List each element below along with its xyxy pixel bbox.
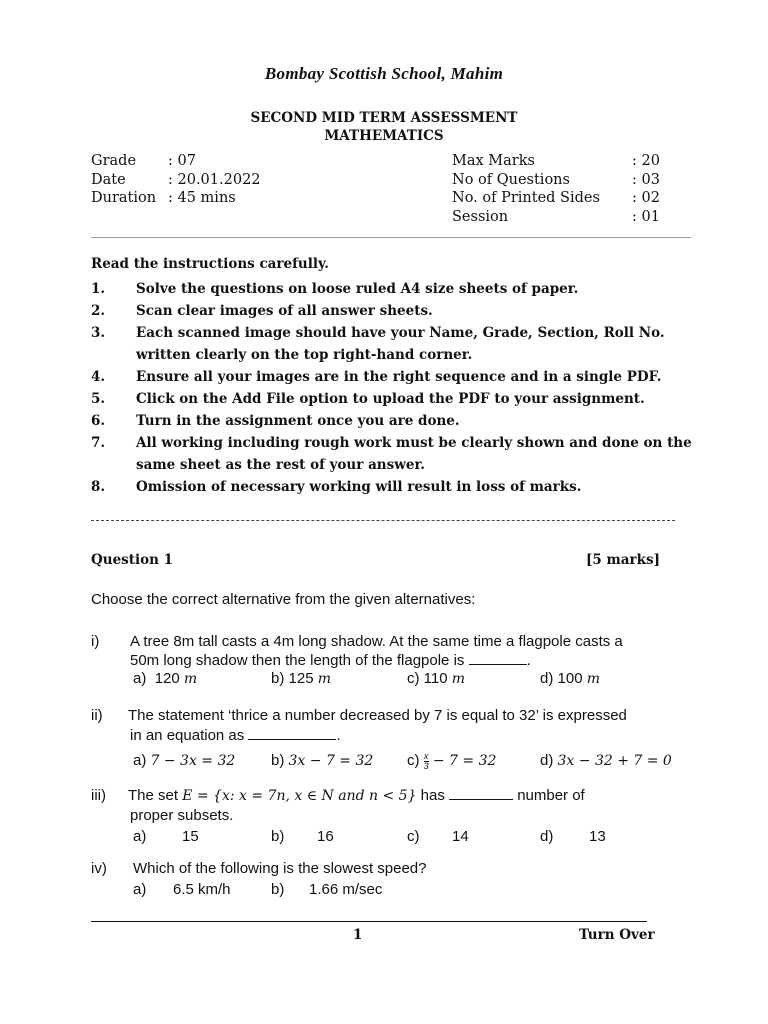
- option-b: b): [271, 881, 285, 898]
- options-row: [0, 669, 768, 689]
- instruction-item: 3. Each scanned image should have your Name, Grade, Section, Roll No. written clearly on the top right-hand corner.: [91, 325, 665, 363]
- instruction-item: 5. Click on the Add File option to upload the PDF to your assignment.: [91, 391, 645, 407]
- option-a-value: 15: [182, 828, 199, 845]
- subquestion-text: A tree 8m tall casts a 4m long shadow. At the same time a flagpole casts a: [130, 633, 623, 650]
- section-divider: [91, 520, 675, 521]
- session-value: : 01: [632, 208, 660, 225]
- option-c: c) 110 m: [407, 670, 466, 687]
- option-a: a): [133, 828, 147, 845]
- option-b-value: 1.66 m/sec: [309, 881, 383, 898]
- option-a: a) 120 m: [133, 670, 198, 687]
- option-b: b): [271, 828, 285, 845]
- option-c-value: 14: [452, 828, 469, 845]
- duration-label: Duration: [91, 190, 157, 206]
- instruction-item: 6. Turn in the assignment once you are done.: [91, 413, 460, 429]
- turn-over-label: Turn Over: [579, 927, 655, 943]
- instructions-list: [91, 278, 716, 498]
- option-b: b) 125 m: [271, 670, 331, 687]
- option-d: d) 3x − 32 + 7 = 0: [540, 752, 672, 769]
- sides-value: : 02: [632, 190, 660, 206]
- instruction-item: 2. Scan clear images of all answer sheets.: [91, 303, 433, 319]
- subquestion-text: Which of the following is the slowest speed?: [133, 860, 427, 877]
- option-b: b) 3x − 7 = 32: [271, 752, 374, 769]
- instruction-item: 4. Ensure all your images are in the right sequence and in a single PDF.: [91, 369, 662, 385]
- options-row: [0, 880, 768, 900]
- subquestion-number: ii): [91, 707, 103, 724]
- question-title: Question 1: [91, 552, 174, 568]
- question-marks: [5 marks]: [586, 552, 660, 568]
- answer-blank: [469, 663, 527, 665]
- exam-title: SECOND MID TERM ASSESSMENT: [250, 110, 518, 126]
- date-label: Date: [91, 171, 126, 188]
- grade-value: : 07: [168, 153, 196, 169]
- instructions-heading: Read the instructions carefully.: [91, 256, 329, 272]
- instruction-item: 8. Omission of necessary working will result in loss of marks.: [91, 479, 582, 495]
- meta-left: [91, 152, 261, 208]
- subquestion-text: proper subsets.: [130, 807, 234, 824]
- meta-right: [452, 152, 660, 226]
- page-number: 1: [353, 927, 363, 943]
- option-a: a) 7 − 3x = 32: [133, 752, 236, 769]
- options-row: [0, 751, 768, 773]
- subquestion-text: The set E = {x: x = 7n, x ∈ N and n < 5} has number of: [128, 787, 585, 804]
- max-marks-label: Max Marks: [452, 153, 535, 169]
- subquestion-number: iv): [91, 860, 107, 877]
- instruction-item: 7. All working including rough work must be clearly shown and done on the same sheet as the rest of your answer.: [91, 435, 692, 473]
- option-d: d): [540, 828, 554, 845]
- duration-value: : 45 mins: [168, 190, 236, 206]
- instruction-item: 1. Solve the questions on loose ruled A4 size sheets of paper.: [91, 281, 579, 297]
- subject-title: MATHEMATICS: [324, 128, 444, 144]
- option-b-value: 16: [317, 828, 334, 845]
- questions-value: : 03: [632, 171, 660, 188]
- options-row: [0, 827, 768, 847]
- option-c: c) $\frac{x}{3}$ − 7 = 32: [407, 750, 497, 771]
- sides-label: No. of Printed Sides: [452, 190, 600, 206]
- header-divider: [91, 237, 691, 238]
- subquestion-number: iii): [91, 787, 106, 804]
- option-d: d) 100 m: [540, 670, 600, 687]
- school-name: Bombay Scottish School, Mahim: [264, 64, 504, 83]
- answer-blank: [248, 738, 336, 740]
- answer-blank: [449, 798, 513, 800]
- max-marks-value: : 20: [632, 153, 660, 169]
- questions-label: No of Questions: [452, 171, 570, 188]
- option-c: c): [407, 828, 420, 845]
- subquestion-text: The statement ‘thrice a number decreased by 7 is equal to 32’ is expressed: [128, 707, 627, 724]
- session-label: Session: [452, 208, 509, 225]
- option-a-value: 6.5 km/h: [173, 881, 231, 898]
- fraction: $\frac{x}{3}$: [423, 750, 429, 771]
- subquestion-number: i): [91, 633, 100, 650]
- question-prompt: Choose the correct alternative from the given alternatives:: [91, 591, 476, 608]
- option-d-value: 13: [589, 828, 606, 845]
- footer-divider: [91, 921, 647, 922]
- grade-label: Grade: [91, 153, 137, 169]
- subquestion-text: in an equation as .: [130, 727, 341, 744]
- subquestion-text: 50m long shadow then the length of the flagpole is .: [130, 652, 531, 669]
- option-a: a): [133, 881, 147, 898]
- date-value: : 20.01.2022: [168, 171, 261, 188]
